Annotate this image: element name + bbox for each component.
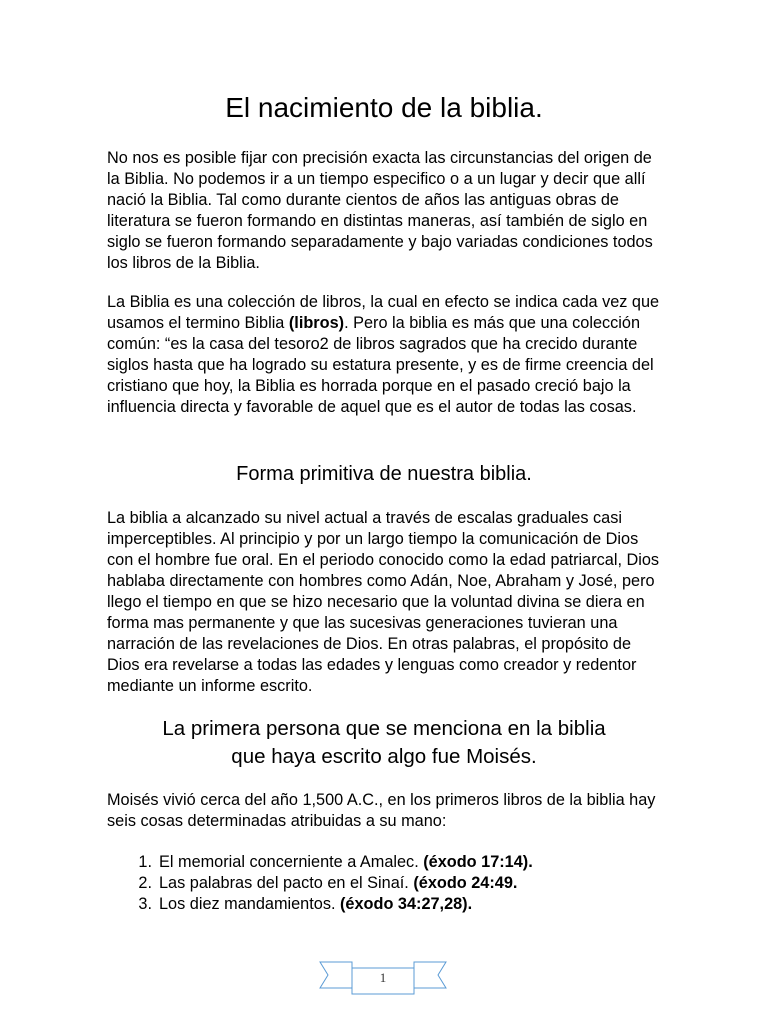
- list-item-reference: (éxodo 17:14).: [423, 853, 533, 871]
- list-item-reference: (éxodo 34:27,28).: [340, 895, 473, 913]
- paragraph-primitive-form: La biblia a alcanzado su nivel actual a través de escalas graduales casi imperceptibles. Al principio y por un largo tiempo la comunicación de Dios con el hombre fue oral. En el periodo conocido como la edad patriarcal, Dios hablaba directamente con hombres como Adán, Noe, Abraham y José, pero llego el tiempo en que se hizo necesario que la voluntad divina se diera en forma mas permanente y que las sucesivas generaciones tuvieran una narración de las revelaciones de Dios. En otras palabras, el propósito de Dios era revelarse a todas las edades y lenguas como creador y redentor mediante un informe escrito.: [107, 509, 660, 695]
- paragraph-collection-bold: (libros): [288, 314, 345, 332]
- list-item: [107, 852, 667, 873]
- list-item: [107, 894, 667, 915]
- paragraph-collection: [107, 292, 667, 418]
- list-item-content: [152, 852, 533, 873]
- list-item-reference: (éxodo 24:49.: [413, 874, 518, 892]
- heading-first-writer-line1: La primera persona que se menciona en la biblia: [162, 717, 606, 740]
- list-item-text: Las palabras del pacto en el Sinaí.: [159, 874, 414, 892]
- heading-primitive-form: Forma primitiva de nuestra biblia.: [236, 463, 532, 485]
- paragraph-collection-before: La Biblia es una colección de libros, la cual en efecto se indica cada vez que usamos el termino Biblia: [107, 293, 660, 332]
- page-number: 1: [379, 970, 387, 985]
- list-item-text: Los diez mandamientos.: [159, 895, 341, 913]
- page-title: El nacimiento de la biblia.: [225, 92, 543, 123]
- heading-first-writer: [0, 715, 768, 771]
- list-item-content: [152, 894, 472, 915]
- list-item-content: [152, 873, 517, 894]
- list-item-number: 1.: [138, 853, 152, 871]
- list-item: [107, 873, 667, 894]
- list-item-number: 3.: [138, 895, 152, 913]
- reference-list: [107, 852, 667, 915]
- paragraph-moses: Moisés vivió cerca del año 1,500 A.C., en los primeros libros de la biblia hay seis cosas determinadas atribuidas a su mano:: [107, 791, 656, 830]
- page-number-banner: [318, 958, 448, 998]
- list-item-text: El memorial concerniente a Amalec.: [159, 853, 424, 871]
- paragraph-collection-after: . Pero la biblia es más que una colección común: “es la casa del tesoro2 de libros sagrados que ha crecido durante siglos hasta que ha logrado su estatura presente, y es de firme creencia del cristiano que hoy, la Biblia es horrada porque en el pasado creció bajo la influencia directa y favorable de aquel que es el autor de todas las cosas.: [107, 314, 654, 416]
- paragraph-origin: No nos es posible fijar con precisión exacta las circunstancias del origen de la Biblia. No podemos ir a un tiempo especifico o a un lugar y decir que allí nació la Biblia. Tal como durante cientos de años las antiguas obras de literatura se fueron formando en distintas maneras, así también de siglo en siglo se fueron formando separadamente y bajo variadas condiciones todos los libros de la Biblia.: [107, 149, 653, 272]
- heading-first-writer-line2: que haya escrito algo fue Moisés.: [231, 745, 537, 768]
- list-item-number: 2.: [138, 874, 152, 892]
